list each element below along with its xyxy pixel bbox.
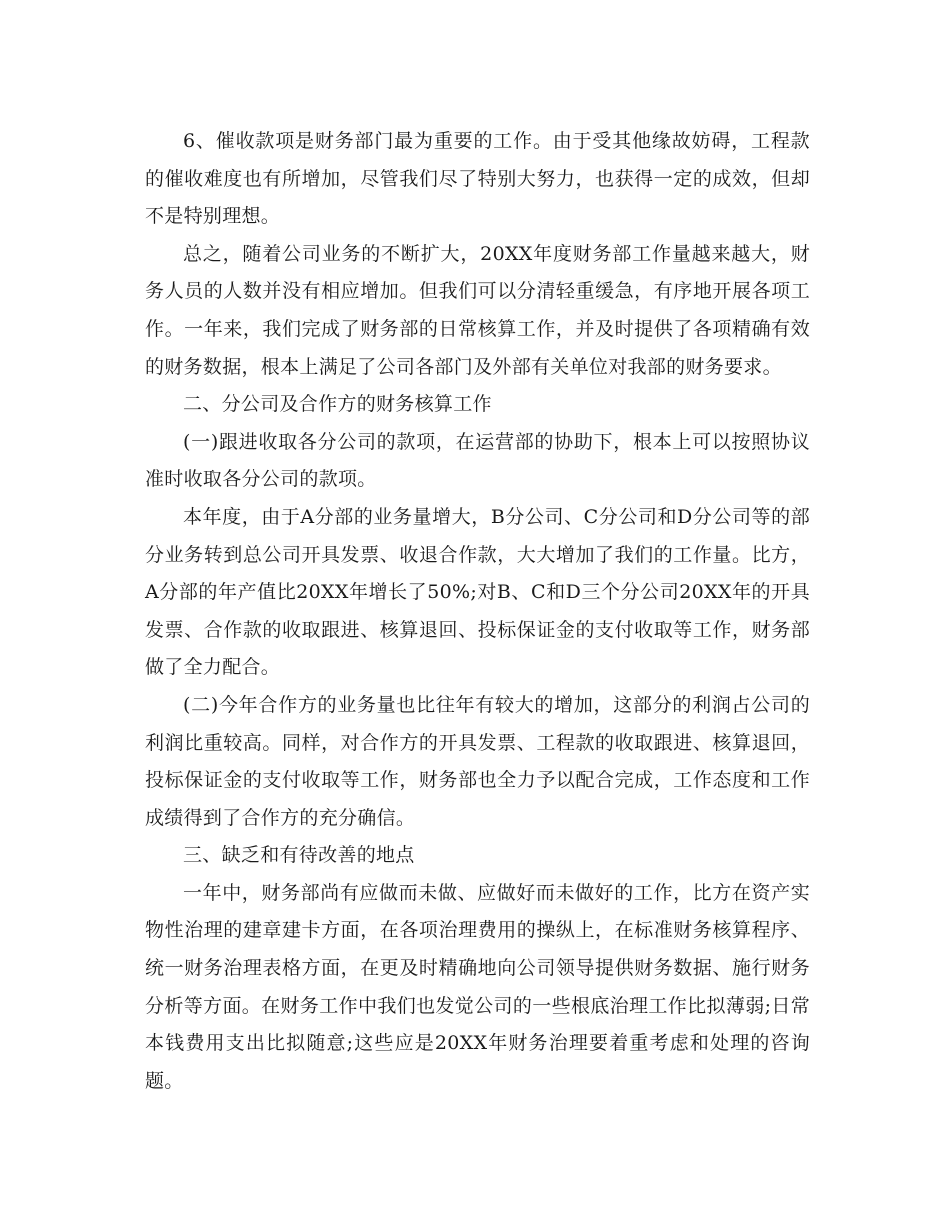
paragraph-summary: 总之，随着公司业务的不断扩大，20XX年度财务部工作量越来越大，财务人员的人数并没有相应增加。但我们可以分清轻重缓急，有序地开展各项工作。一年来，我们完成了财务部的日常核算工作，并及时提供了各项精确有效的财务数据，根本上满足了公司各部门及外部有关单位对我部的财务要求。 — [145, 242, 810, 378]
paragraph-annual-workload: 本年度，由于A分部的业务量增大，B分公司、C分公司和D分公司等的部分业务转到总公司开具发票、收退合作款，大大增加了我们的工作量。比方，A分部的年产值比20XX年增长了50%;对B、C和D三个分公司20XX年的开具发票、合作款的收取跟进、核算退回、投标保证金的支付收取等工作，财务部做了全力配合。 — [145, 505, 810, 679]
paragraph-collection-work: 6、催收款项是财务部门最为重要的工作。由于受其他缘故妨碍，工程款的催收难度也有所增加，尽管我们尽了特别大努力，也获得一定的成效，但却不是特别理想。 — [145, 130, 810, 228]
section-heading-improvements: 三、缺乏和有待改善的地点 — [183, 844, 415, 867]
section-heading-branch-accounting: 二、分公司及合作方的财务核算工作 — [183, 393, 492, 416]
paragraph-partner-business: (二)今年合作方的业务量也比往年有较大的增加，这部分的利润占公司的利润比重较高。同样，对合作方的开具发票、工程款的收取跟进、核算退回，投标保证金的支付收取等工作，财务部也全力予以配合完成，工作态度和工作成绩得到了合作方的充分确信。 — [145, 693, 810, 829]
document-body — [145, 123, 810, 1100]
paragraph-shortcomings: 一年中，财务部尚有应做而未做、应做好而未做好的工作，比方在资产实物性治理的建章建卡方面，在各项治理费用的操纵上，在标准财务核算程序、统一财务治理表格方面，在更及时精确地向公司领导提供财务数据、施行财务分析等方面。在财务工作中我们也发觉公司的一些根底治理工作比拟薄弱;日常本钱费用支出比拟随意;这些应是20XX年财务治理要着重考虑和处理的咨询题。 — [145, 881, 810, 1092]
paragraph-branch-payments: (一)跟进收取各分公司的款项，在运营部的协助下，根本上可以按照协议准时收取各分公司的款项。 — [145, 430, 810, 491]
